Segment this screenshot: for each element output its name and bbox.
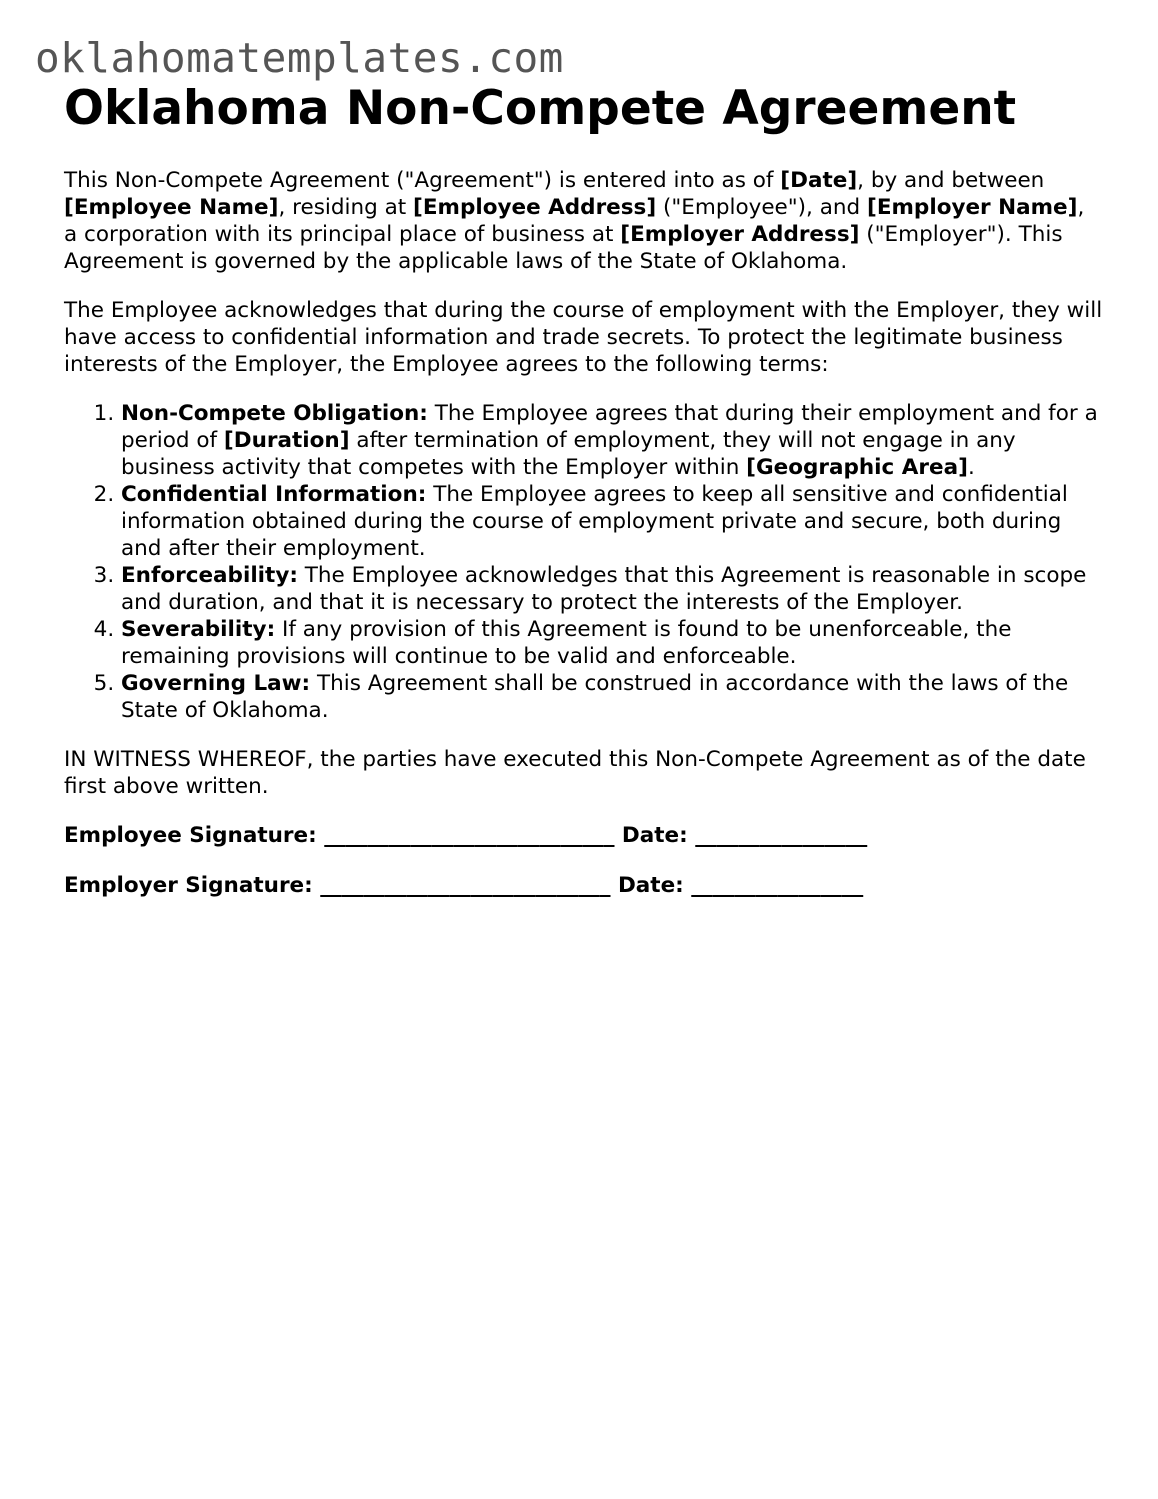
term-heading: Enforceability: — [121, 563, 298, 588]
term-heading: Governing Law: — [121, 671, 311, 696]
acknowledgement-paragraph: The Employee acknowledges that during the course of employment with the Employer, they will have access to confidential information and trade secrets. To protect the legitimate business interests of the Employer, the Employee agrees to the following terms: — [64, 298, 1103, 377]
employee-address-placeholder: [Employee Address] — [413, 195, 657, 220]
term-heading: Severability: — [121, 617, 276, 642]
geographic-area-placeholder: [Geographic Area] — [746, 455, 968, 480]
term-confidential-information — [121, 481, 1104, 562]
intro-text: ("Employee"), and — [656, 195, 868, 220]
intro-text: ("Employer"). This Agreement is governed by the applicable laws of the State of Oklahoma. — [64, 222, 1063, 274]
intro-text: , a corporation with its principal place of business at — [64, 195, 1085, 247]
term-text: . — [967, 455, 975, 480]
term-text: This Agreement shall be construed in accordance with the laws of the State of Oklahoma. — [121, 671, 1069, 723]
employer-signature-line: Employer Signature: ___________________________ Date: ________________ — [64, 873, 864, 898]
employee-signature-line: Employee Signature: ___________________________ Date: ________________ — [64, 823, 868, 848]
intro-text: , residing at — [278, 195, 414, 220]
term-heading: Non-Compete Obligation: — [121, 401, 428, 426]
intro-paragraph — [64, 167, 1104, 275]
watermark: oklahomatemplates.com — [35, 34, 564, 82]
intro-text: , by and between — [857, 168, 1045, 193]
employer-address-placeholder: [Employer Address] — [620, 222, 860, 247]
document-body — [64, 167, 1104, 922]
employee-name-placeholder: [Employee Name] — [64, 195, 279, 220]
term-non-compete — [121, 400, 1104, 481]
employer-name-placeholder: [Employer Name] — [867, 195, 1078, 220]
term-heading: Confidential Information: — [121, 482, 427, 507]
term-text: after termination of employment, they will not engage in any business activity that competes with the Employer within — [121, 428, 1016, 480]
term-governing-law — [121, 670, 1104, 724]
term-text: If any provision of this Agreement is found to be unenforceable, the remaining provisions will continue to be valid and enforceable. — [121, 617, 1012, 669]
date-placeholder: [Date] — [780, 168, 858, 193]
term-text: The Employee acknowledges that this Agreement is reasonable in scope and duration, and that it is necessary to protect the interests of the Employer. — [121, 563, 1087, 615]
intro-text: This Non-Compete Agreement ("Agreement") is entered into as of — [64, 168, 781, 193]
terms-list — [64, 400, 1104, 724]
witness-paragraph: IN WITNESS WHEREOF, the parties have executed this Non-Compete Agreement as of the date first above written. — [64, 747, 1086, 799]
term-text: The Employee agrees to keep all sensitive and confidential information obtained during the course of employment private and secure, both during and after their employment. — [121, 482, 1068, 561]
term-text: The Employee agrees that during their employment and for a period of — [121, 401, 1098, 453]
term-enforceability — [121, 562, 1104, 616]
duration-placeholder: [Duration] — [223, 428, 350, 453]
term-severability — [121, 616, 1104, 670]
document-title: Oklahoma Non-Compete Agreement — [64, 81, 1017, 136]
